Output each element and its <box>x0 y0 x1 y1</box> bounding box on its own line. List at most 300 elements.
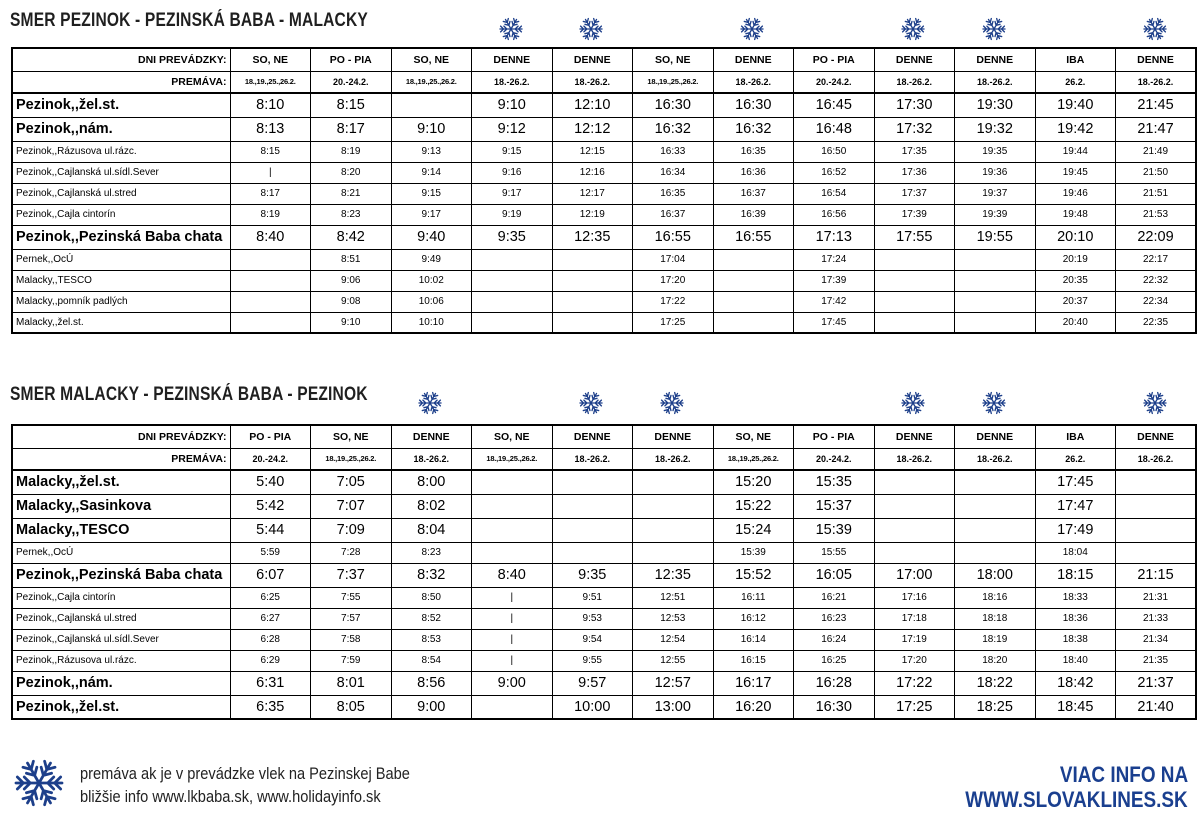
departure-time: 21:53 <box>1116 204 1197 225</box>
departure-time: 9:54 <box>552 629 633 650</box>
departure-time: 8:15 <box>311 93 392 117</box>
table-row <box>12 204 1196 225</box>
departure-time: 6:29 <box>230 650 311 671</box>
departure-time: 19:39 <box>955 204 1036 225</box>
dates-header-cell: 18.-26.2. <box>633 448 714 470</box>
departure-time: 12:19 <box>552 204 633 225</box>
departure-time: 8:23 <box>391 542 472 563</box>
departure-time: 17:22 <box>874 671 955 695</box>
departure-time: 15:22 <box>713 494 794 518</box>
departure-time <box>713 249 794 270</box>
departure-time: 10:06 <box>391 291 472 312</box>
departure-time: 18:22 <box>955 671 1036 695</box>
days-header-cell: SO, NE <box>230 48 311 71</box>
stop-name: Malacky,,pomník padlých <box>12 291 230 312</box>
departure-time: 18:04 <box>1035 542 1116 563</box>
days-header-cell: DENNE <box>633 425 714 448</box>
departure-time: 8:40 <box>230 225 311 249</box>
departure-time: 9:10 <box>311 312 392 333</box>
days-header-cell: DENNE <box>955 425 1036 448</box>
table-row <box>12 291 1196 312</box>
departure-time: | <box>472 650 553 671</box>
departure-time <box>955 312 1036 333</box>
departure-time <box>955 542 1036 563</box>
departure-time: 12:16 <box>552 162 633 183</box>
departure-time: 21:40 <box>1116 695 1197 719</box>
departure-time: 13:00 <box>633 695 714 719</box>
legend-text: premáva ak je v prevádzke vlek na Pezinskej Babe <box>80 764 410 783</box>
departure-time: 12:53 <box>633 608 714 629</box>
departure-time <box>552 494 633 518</box>
departure-time: 6:28 <box>230 629 311 650</box>
departure-time: 6:31 <box>230 671 311 695</box>
departure-time: 10:10 <box>391 312 472 333</box>
departure-time: 15:35 <box>794 470 875 494</box>
departure-time: 17:22 <box>633 291 714 312</box>
departure-time <box>230 312 311 333</box>
departure-time: 9:49 <box>391 249 472 270</box>
departure-time: 6:07 <box>230 563 311 587</box>
snowflake-markers <box>0 17 1200 43</box>
departure-time: 18:45 <box>1035 695 1116 719</box>
departure-time: 8:20 <box>311 162 392 183</box>
departure-time: 9:17 <box>472 183 553 204</box>
departure-time: 16:55 <box>713 225 794 249</box>
departure-time <box>552 291 633 312</box>
snowflake-markers <box>0 391 1200 417</box>
departure-time: 15:24 <box>713 518 794 542</box>
departure-time: 21:33 <box>1116 608 1197 629</box>
departure-time: 9:35 <box>552 563 633 587</box>
departure-time <box>472 249 553 270</box>
departure-time <box>552 470 633 494</box>
days-header-cell: SO, NE <box>633 48 714 71</box>
departure-time: 19:40 <box>1035 93 1116 117</box>
departure-time: 7:28 <box>311 542 392 563</box>
days-header-cell: PO - PIA <box>230 425 311 448</box>
departure-time: 21:49 <box>1116 141 1197 162</box>
departure-time: 15:39 <box>794 518 875 542</box>
dates-header-cell: 18.,19.,25.,26.2. <box>391 71 472 93</box>
departure-time: 18:19 <box>955 629 1036 650</box>
snowflake-icon <box>873 17 954 43</box>
departure-time: 18:25 <box>955 695 1036 719</box>
departure-time: | <box>472 629 553 650</box>
departure-time: 16:35 <box>713 141 794 162</box>
dates-header-cell: 18.-26.2. <box>955 71 1036 93</box>
departure-time: 16:24 <box>794 629 875 650</box>
departure-time: 16:48 <box>794 117 875 141</box>
dates-header-cell: 18.,19.,25.,26.2. <box>472 448 553 470</box>
snowflake-icon <box>954 17 1035 43</box>
days-header-cell: SO, NE <box>391 48 472 71</box>
departure-time <box>874 249 955 270</box>
departure-time: 8:51 <box>311 249 392 270</box>
departure-time: 16:45 <box>794 93 875 117</box>
table-row <box>12 629 1196 650</box>
departure-time: 8:40 <box>472 563 553 587</box>
departure-time: 22:17 <box>1116 249 1197 270</box>
table-row <box>12 542 1196 563</box>
departure-time <box>472 518 553 542</box>
departure-time: 21:47 <box>1116 117 1197 141</box>
departure-time: 17:47 <box>1035 494 1116 518</box>
departure-time: 8:17 <box>230 183 311 204</box>
stop-name: Pezinok,,Pezinská Baba chata <box>12 225 230 249</box>
departure-time: 8:32 <box>391 563 472 587</box>
table-row <box>12 225 1196 249</box>
table-row <box>12 587 1196 608</box>
departure-time: 9:13 <box>391 141 472 162</box>
departure-time: 16:33 <box>633 141 714 162</box>
departure-time: 17:00 <box>874 563 955 587</box>
departure-time: 19:37 <box>955 183 1036 204</box>
days-header-cell: DENNE <box>552 48 633 71</box>
departure-time: 9:55 <box>552 650 633 671</box>
days-header-cell: IBA <box>1035 425 1116 448</box>
departure-time: | <box>472 587 553 608</box>
departure-time: 12:55 <box>633 650 714 671</box>
departure-time <box>391 93 472 117</box>
departure-time: 8:42 <box>311 225 392 249</box>
departure-time: 19:46 <box>1035 183 1116 204</box>
departure-time: | <box>472 608 553 629</box>
table-row <box>12 608 1196 629</box>
departure-time: 19:48 <box>1035 204 1116 225</box>
dates-header-cell: 18.,19.,25.,26.2. <box>230 71 311 93</box>
departure-time: 17:45 <box>794 312 875 333</box>
table-row <box>12 270 1196 291</box>
dates-header-cell: 18.-26.2. <box>1116 448 1197 470</box>
departure-time: 9:53 <box>552 608 633 629</box>
stop-name: Pezinok,,Cajlanská ul.stred <box>12 608 230 629</box>
table-row <box>12 563 1196 587</box>
departure-time <box>955 270 1036 291</box>
departure-time: 15:20 <box>713 470 794 494</box>
departure-time <box>633 494 714 518</box>
departure-time <box>874 312 955 333</box>
departure-time: 9:00 <box>472 671 553 695</box>
departure-time: 19:55 <box>955 225 1036 249</box>
stop-name: Malacky,,TESCO <box>12 518 230 542</box>
departure-time: 9:12 <box>472 117 553 141</box>
departure-time: 17:04 <box>633 249 714 270</box>
departure-time: 21:50 <box>1116 162 1197 183</box>
stop-name: Pezinok,,Cajlanská ul.stred <box>12 183 230 204</box>
departure-time: 19:32 <box>955 117 1036 141</box>
snowflake-icon <box>873 391 954 417</box>
timetable <box>11 424 1197 720</box>
departure-time: 22:34 <box>1116 291 1197 312</box>
departure-time <box>472 542 553 563</box>
table-row <box>12 518 1196 542</box>
departure-time: 16:52 <box>794 162 875 183</box>
departure-time: 22:35 <box>1116 312 1197 333</box>
departure-time: 21:51 <box>1116 183 1197 204</box>
departure-time: 16:12 <box>713 608 794 629</box>
departure-time: 9:08 <box>311 291 392 312</box>
table-row <box>12 695 1196 719</box>
departure-time: 18:18 <box>955 608 1036 629</box>
departure-time: 18:40 <box>1035 650 1116 671</box>
departure-time: 18:15 <box>1035 563 1116 587</box>
stop-name: Pezinok,,žel.st. <box>12 93 230 117</box>
departure-time <box>1116 470 1197 494</box>
departure-time: 21:15 <box>1116 563 1197 587</box>
dates-header-cell: 18.-26.2. <box>552 448 633 470</box>
departure-time: 16:21 <box>794 587 875 608</box>
departure-time: 17:13 <box>794 225 875 249</box>
departure-time <box>472 695 553 719</box>
departure-time: 22:32 <box>1116 270 1197 291</box>
departure-time: 20:19 <box>1035 249 1116 270</box>
departure-time: 16:14 <box>713 629 794 650</box>
departure-time <box>552 270 633 291</box>
departure-time: 5:40 <box>230 470 311 494</box>
departure-time <box>472 270 553 291</box>
departure-time: 16:20 <box>713 695 794 719</box>
departure-time: 17:19 <box>874 629 955 650</box>
departure-time: 8:52 <box>391 608 472 629</box>
departure-time <box>230 291 311 312</box>
snowflake-icon <box>1115 391 1196 417</box>
departure-time: 9:40 <box>391 225 472 249</box>
snowflake-icon <box>14 758 64 813</box>
dates-header-cell: 26.2. <box>1035 71 1116 93</box>
departure-time: 18:16 <box>955 587 1036 608</box>
departure-time: 8:10 <box>230 93 311 117</box>
departure-time: 17:35 <box>874 141 955 162</box>
dates-header-cell: 18.-26.2. <box>1116 71 1197 93</box>
departure-time: 8:02 <box>391 494 472 518</box>
departure-time <box>472 312 553 333</box>
departure-time <box>874 542 955 563</box>
departure-time: 16:50 <box>794 141 875 162</box>
snowflake-icon <box>1115 17 1196 43</box>
departure-time: 17:16 <box>874 587 955 608</box>
departure-time: 16:32 <box>633 117 714 141</box>
departure-time: 16:15 <box>713 650 794 671</box>
departure-time: 22:09 <box>1116 225 1197 249</box>
departure-time: 8:01 <box>311 671 392 695</box>
days-header-label: DNI PREVÁDZKY: <box>12 425 230 448</box>
departure-time: 9:15 <box>472 141 553 162</box>
departure-time: 6:35 <box>230 695 311 719</box>
departure-time: 21:45 <box>1116 93 1197 117</box>
departure-time: 21:31 <box>1116 587 1197 608</box>
departure-time: 12:35 <box>633 563 714 587</box>
departure-time <box>713 312 794 333</box>
departure-time: 6:27 <box>230 608 311 629</box>
departure-time <box>552 249 633 270</box>
departure-time <box>874 518 955 542</box>
departure-time: 16:05 <box>794 563 875 587</box>
departure-time: 9:17 <box>391 204 472 225</box>
table-row <box>12 249 1196 270</box>
dates-header-cell: 18.,19.,25.,26.2. <box>713 448 794 470</box>
table-row <box>12 671 1196 695</box>
days-header-cell: SO, NE <box>472 425 553 448</box>
departure-time: 16:36 <box>713 162 794 183</box>
days-header-cell: DENNE <box>472 48 553 71</box>
departure-time: 8:00 <box>391 470 472 494</box>
departure-time: 18:42 <box>1035 671 1116 695</box>
departure-time: 17:45 <box>1035 470 1116 494</box>
departure-time <box>955 494 1036 518</box>
departure-time: 8:23 <box>311 204 392 225</box>
departure-time: 7:59 <box>311 650 392 671</box>
table-row <box>12 470 1196 494</box>
departure-time: 16:30 <box>713 93 794 117</box>
departure-time <box>472 494 553 518</box>
table-row <box>12 183 1196 204</box>
days-header-cell: PO - PIA <box>794 48 875 71</box>
departure-time: 9:00 <box>391 695 472 719</box>
departure-time <box>552 542 633 563</box>
departure-time: 20:35 <box>1035 270 1116 291</box>
departure-time: 17:20 <box>874 650 955 671</box>
departure-time: 6:25 <box>230 587 311 608</box>
departure-time: 18:20 <box>955 650 1036 671</box>
departure-time: 16:17 <box>713 671 794 695</box>
departure-time: 9:35 <box>472 225 553 249</box>
departure-time: 9:15 <box>391 183 472 204</box>
departure-time: 20:37 <box>1035 291 1116 312</box>
stop-name: Pezinok,,Rázusova ul.rázc. <box>12 141 230 162</box>
dates-header-cell: 18.,19.,25.,26.2. <box>311 448 392 470</box>
dates-header-cell: 20.-24.2. <box>311 71 392 93</box>
stop-name: Pezinok,,Rázusova ul.rázc. <box>12 650 230 671</box>
dates-header-cell: 18.-26.2. <box>713 71 794 93</box>
departure-time: 15:52 <box>713 563 794 587</box>
dates-header-cell: 18.-26.2. <box>391 448 472 470</box>
days-header-cell: IBA <box>1035 48 1116 71</box>
snowflake-icon <box>954 391 1035 417</box>
departure-time: 7:05 <box>311 470 392 494</box>
dates-header-cell: 20.-24.2. <box>794 71 875 93</box>
departure-time: 17:42 <box>794 291 875 312</box>
days-header-cell: SO, NE <box>713 425 794 448</box>
departure-time: 12:17 <box>552 183 633 204</box>
departure-time: 17:30 <box>874 93 955 117</box>
stop-name: Pezinok,,žel.st. <box>12 695 230 719</box>
departure-time: 16:25 <box>794 650 875 671</box>
days-header-cell: PO - PIA <box>794 425 875 448</box>
departure-time: 16:35 <box>633 183 714 204</box>
departure-time: 17:20 <box>633 270 714 291</box>
departure-time: 10:02 <box>391 270 472 291</box>
legend-links: bližšie info www.lkbaba.sk, www.holidayinfo.sk <box>80 787 381 806</box>
departure-time: 16:55 <box>633 225 714 249</box>
days-header-cell: DENNE <box>874 425 955 448</box>
departure-time: 8:19 <box>230 204 311 225</box>
departure-time <box>633 518 714 542</box>
departure-time: 7:37 <box>311 563 392 587</box>
departure-time <box>874 291 955 312</box>
days-header-cell: DENNE <box>552 425 633 448</box>
departure-time: 9:10 <box>472 93 553 117</box>
days-header-cell: DENNE <box>1116 48 1197 71</box>
departure-time: 20:10 <box>1035 225 1116 249</box>
dates-header-cell: 18.-26.2. <box>552 71 633 93</box>
days-header-cell: DENNE <box>1116 425 1197 448</box>
departure-time: 8:53 <box>391 629 472 650</box>
departure-time: 8:15 <box>230 141 311 162</box>
departure-time: 16:37 <box>713 183 794 204</box>
departure-time: 18:36 <box>1035 608 1116 629</box>
departure-time: 19:42 <box>1035 117 1116 141</box>
departure-time: 9:57 <box>552 671 633 695</box>
departure-time: 12:51 <box>633 587 714 608</box>
table-row <box>12 117 1196 141</box>
departure-time <box>633 542 714 563</box>
departure-time: 18:38 <box>1035 629 1116 650</box>
dates-header-cell: 18.-26.2. <box>874 71 955 93</box>
departure-time <box>552 518 633 542</box>
departure-time: 16:11 <box>713 587 794 608</box>
departure-time: 19:35 <box>955 141 1036 162</box>
departure-time: 8:50 <box>391 587 472 608</box>
table-row <box>12 312 1196 333</box>
departure-time: 12:10 <box>552 93 633 117</box>
departure-time: 8:19 <box>311 141 392 162</box>
departure-time <box>230 270 311 291</box>
departure-time: 17:25 <box>633 312 714 333</box>
departure-time: 8:17 <box>311 117 392 141</box>
departure-time: 12:15 <box>552 141 633 162</box>
departure-time <box>1116 542 1197 563</box>
departure-time: | <box>230 162 311 183</box>
days-header-label: DNI PREVÁDZKY: <box>12 48 230 71</box>
dates-header-cell: 18.,19.,25.,26.2. <box>633 71 714 93</box>
departure-time: 8:05 <box>311 695 392 719</box>
departure-time <box>955 518 1036 542</box>
departure-time: 17:24 <box>794 249 875 270</box>
stop-name: Pernek,,OcÚ <box>12 249 230 270</box>
departure-time: 17:36 <box>874 162 955 183</box>
departure-time: 17:55 <box>874 225 955 249</box>
departure-time: 5:59 <box>230 542 311 563</box>
departure-time <box>713 270 794 291</box>
departure-time: 19:36 <box>955 162 1036 183</box>
snowflake-icon <box>551 17 632 43</box>
departure-time <box>874 494 955 518</box>
departure-time: 10:00 <box>552 695 633 719</box>
departure-time: 7:07 <box>311 494 392 518</box>
stop-name: Pezinok,,nám. <box>12 671 230 695</box>
departure-time: 12:12 <box>552 117 633 141</box>
stop-name: Malacky,,TESCO <box>12 270 230 291</box>
departure-time: 16:56 <box>794 204 875 225</box>
departure-time: 12:35 <box>552 225 633 249</box>
departure-time <box>874 270 955 291</box>
stop-name: Malacky,,žel.st. <box>12 470 230 494</box>
departure-time: 9:14 <box>391 162 472 183</box>
timetable <box>11 47 1197 334</box>
departure-time: 8:54 <box>391 650 472 671</box>
departure-time: 19:30 <box>955 93 1036 117</box>
departure-time: 7:58 <box>311 629 392 650</box>
more-info-url[interactable]: WWW.SLOVAKLINES.SK <box>965 787 1188 812</box>
departure-time: 12:54 <box>633 629 714 650</box>
departure-time: 7:55 <box>311 587 392 608</box>
departure-time <box>955 249 1036 270</box>
dates-header-label: PREMÁVA: <box>12 448 230 470</box>
departure-time <box>1116 494 1197 518</box>
departure-time: 17:25 <box>874 695 955 719</box>
departure-time <box>713 291 794 312</box>
dates-header-cell: 20.-24.2. <box>794 448 875 470</box>
